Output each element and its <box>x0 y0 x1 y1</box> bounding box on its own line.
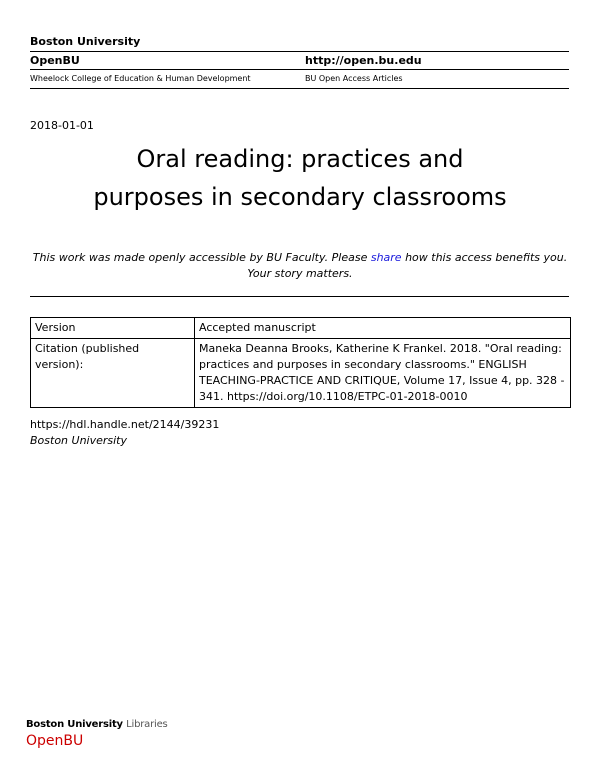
handle-url[interactable]: https://hdl.handle.net/2144/39231 <box>30 418 220 431</box>
notice-text-after: how this access benefits you. <box>405 251 568 264</box>
logo-openbu: OpenBU <box>26 733 84 749</box>
logo-university: Boston University <box>26 719 123 730</box>
title-line-2: purposes in secondary classrooms <box>93 183 507 211</box>
repository-url[interactable]: http://open.bu.edu <box>305 54 422 67</box>
divider <box>30 296 569 297</box>
collection-name: BU Open Access Articles <box>305 74 403 83</box>
handle-block <box>30 417 219 449</box>
version-label: Version <box>31 318 195 339</box>
university-name: Boston University <box>30 35 141 48</box>
notice-text-before: This work was made openly accessible by BU Faculty. Please <box>32 251 368 264</box>
access-notice <box>30 250 570 282</box>
version-value: Accepted manuscript <box>195 318 571 339</box>
citation-label: Citation (published version): <box>31 339 195 408</box>
table-row <box>31 339 571 408</box>
citation-value: Maneka Deanna Brooks, Katherine K Frankel. 2018. "Oral reading: practices and purposes in secondary classrooms." ENGLISH TEACHING-PRACTICE AND CRITIQUE, Volume 17, Issue 4, pp. 328 - 341. https://doi.org/10.1108/ETPC-01-2018-0010 <box>195 339 571 408</box>
openbu-logo <box>26 718 168 750</box>
table-row <box>31 318 571 339</box>
title-line-1: Oral reading: practices and <box>136 145 464 173</box>
publication-date: 2018-01-01 <box>30 119 94 132</box>
metadata-table <box>30 317 571 408</box>
notice-line-2: Your story matters. <box>247 267 353 280</box>
institution-name: Boston University <box>30 434 128 447</box>
article-title <box>30 140 570 216</box>
cover-header <box>30 34 569 89</box>
department-name: Wheelock College of Education & Human Development <box>30 74 251 83</box>
share-link[interactable]: share <box>370 251 402 264</box>
logo-libraries: Libraries <box>126 719 168 730</box>
logo-line-1 <box>26 718 168 732</box>
repository-name: OpenBU <box>30 54 80 67</box>
